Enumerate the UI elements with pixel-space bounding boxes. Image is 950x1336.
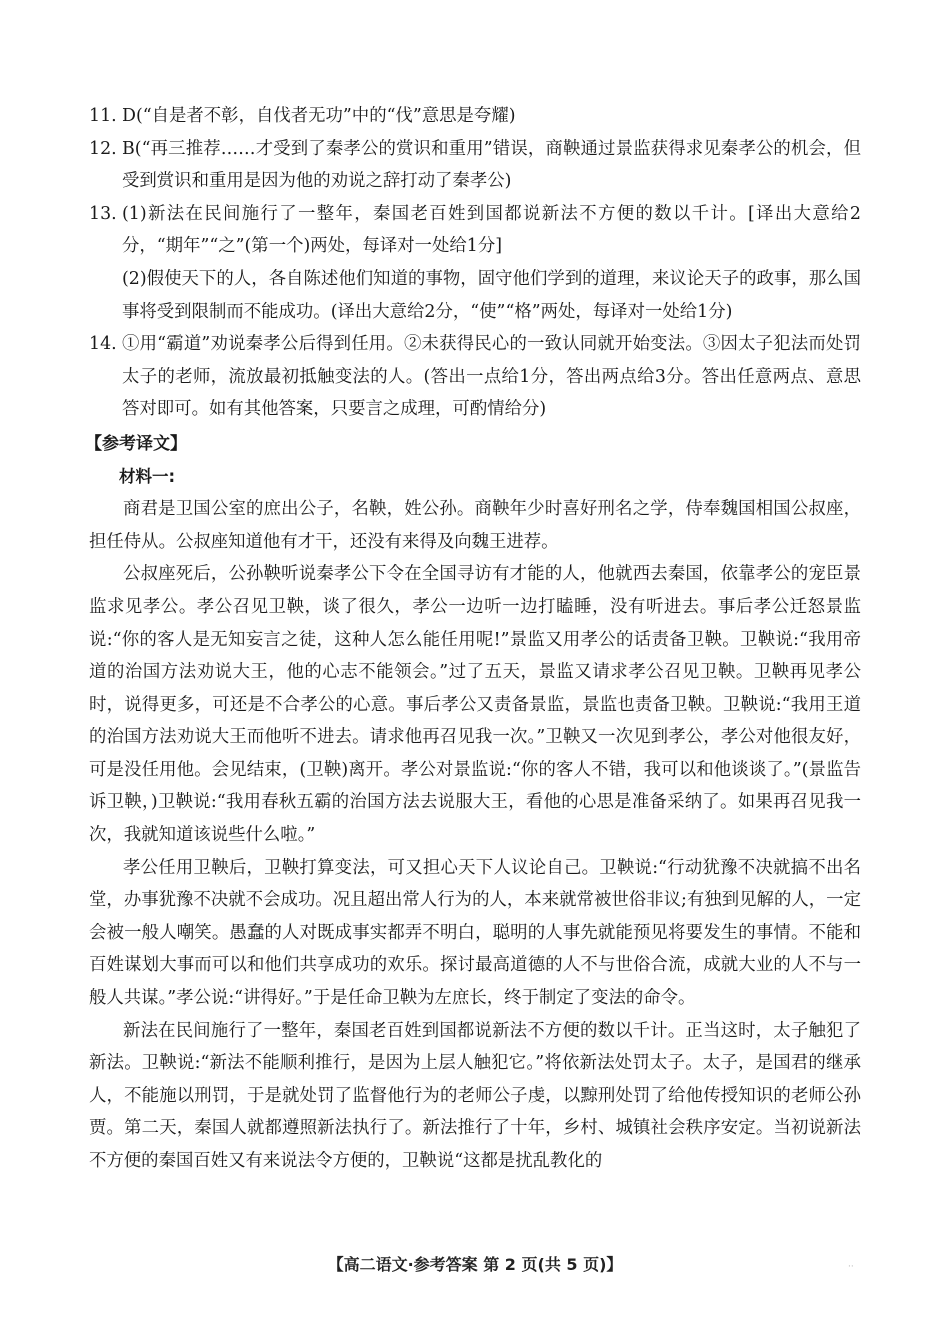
paragraph-3: 孝公任用卫鞅后，卫鞅打算变法，可又担心天下人议论自己。卫鞅说:“行动犹豫不决就搞不出名堂，办事犹豫不决就不会成功。况且超出常人行为的人，本来就常被世俗非议;有独到见解的人，一定会被一般人嘲笑。愚蠢的人对既成事实都弄不明白，聪明的人事先就能预见将要发生的事情。不能和百姓谋划大事而可以和他们共享成功的欢乐。探讨最高道德的人不与世俗合流，成就大业的人不与一般人共谋。”孝公说:“讲得好。”于是任命卫鞅为左庶长，终于制定了变法的命令。 [89, 857, 861, 1009]
answer-text: B(“再三推荐……才受到了秦孝公的赏识和重用”错误，商鞅通过景监获得求见秦孝公的机会，但受到赏识和重用是因为他的劝说之辞打动了秦孝公) [122, 138, 861, 192]
page-content [85, 100, 861, 1178]
corner-mark: ·· [848, 1262, 854, 1272]
answer-item-12 [89, 133, 861, 198]
answer-number: 12. [89, 138, 117, 159]
answer-sub-item-2: (2)假使天下的人，各自陈述他们知道的事物，固守他们学到的道理，来议论天子的政事，那么国事将受到限制而不能成功。(译出大意给2分，“使”“格”两处，每译对一处给1分) [122, 268, 861, 322]
answer-number: 11. [89, 106, 117, 126]
answer-text: D(“自是者不彰，自伐者无功”中的“伐”意思是夸耀) [122, 106, 516, 126]
answer-item-14 [89, 328, 861, 426]
answer-sub-item-1: (1)新法在民间施行了一整年，秦国老百姓到国都说新法不方便的数以千计。[译出大意给2分，“期年”“之”(第一个)两处，每译对一处给1分] [122, 203, 861, 257]
paragraph-4: 新法在民间施行了一整年，秦国老百姓到国都说新法不方便的数以千计。正当这时，太子触犯了新法。卫鞅说:“新法不能顺利推行，是因为上层人触犯它。”将依新法处罚太子。太子，是国君的继承人，不能施以刑罚，于是就处罚了监督他行为的老师公子虔，以黥刑处罚了给他传授知识的老师公孙贾。第二天，秦国人就都遵照新法执行了。新法推行了十年，乡村、城镇社会秩序安定。当初说新法不方便的秦国百姓又有来说法令方便的，卫鞅说“这都是扰乱教化的 [89, 1020, 861, 1171]
answer-text: ①用“霸道”劝说秦孝公后得到任用。②未获得民心的一致认同就开始变法。③因太子犯法而处罚太子的老师，流放最初抵触变法的人。(答出一点给1分，答出两点给3分。答出任意两点、意思答对即可。如有其他答案，只要言之成理，可酌情给分) [122, 334, 861, 420]
page-footer: 【高二语文·参考答案 第 2 页(共 5 页)】 [327, 1255, 623, 1274]
paragraph-2: 公叔座死后，公孙鞅听说秦孝公下令在全国寻访有才能的人，他就西去秦国，依靠孝公的宠臣景监求见孝公。孝公召见卫鞅，谈了很久，孝公一边听一边打瞌睡，没有听进去。事后孝公迁怒景监说:“你的客人是无知妄言之徒，这种人怎么能任用呢!”景监又用孝公的话责备卫鞅。卫鞅说:“我用帝道的治国方法劝说大王，他的心志不能领会。”过了五天，景监又请求孝公召见卫鞅。卫鞅再见孝公时，说得更多，可还是不合孝公的心意。事后孝公又责备景监，景监也责备卫鞅。卫鞅说:“我用王道的治国方法劝说大王而他听不进去。请求他再召见我一次。”卫鞅又一次见到孝公，孝公对他很友好，可是没任用他。会见结束，(卫鞅)离开。孝公对景监说:“你的客人不错，我可以和他谈谈了。”(景监告诉卫鞅，)卫鞅说:“我用春秋五霸的治国方法去说服大王，看他的心思是准备采纳了。如果再召见我一次，我就知道该说些什么啦。” [89, 564, 861, 846]
material-title: 材料一: [119, 466, 176, 486]
answer-item-11 [89, 100, 861, 133]
answer-number: 14. [89, 334, 117, 355]
answer-number: 13. [89, 203, 117, 224]
section-title: 【参考译文】 [85, 433, 187, 454]
answer-item-13 [89, 198, 861, 328]
paragraph-1: 商君是卫国公室的庶出公子，名鞅，姓公孙。商鞅年少时喜好刑名之学，侍奉魏国相国公叔座，担任侍从。公叔座知道他有才干，还没有来得及向魏王进荐。 [89, 499, 861, 552]
